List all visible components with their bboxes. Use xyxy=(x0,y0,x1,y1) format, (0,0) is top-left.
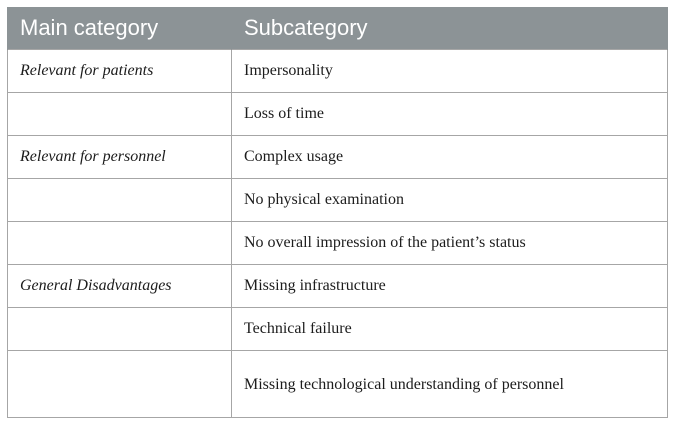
main-category-cell xyxy=(8,178,232,221)
table-row xyxy=(8,92,668,135)
subcategory-cell: Technical failure xyxy=(232,307,668,350)
main-category-cell: General Disadvantages xyxy=(8,264,232,307)
main-category-cell xyxy=(8,350,232,417)
subcategory-cell: Impersonality xyxy=(232,49,668,92)
main-category-cell xyxy=(8,307,232,350)
subcategory-cell: No physical examination xyxy=(232,178,668,221)
table-row xyxy=(8,135,668,178)
table-row xyxy=(8,221,668,264)
subcategory-cell xyxy=(232,350,668,417)
table-row xyxy=(8,178,668,221)
table-row xyxy=(8,264,668,307)
subcategory-cell: No overall impression of the patient’s status xyxy=(232,221,668,264)
main-category-cell: Relevant for patients xyxy=(8,49,232,92)
table-row xyxy=(8,350,668,417)
main-category-cell xyxy=(8,221,232,264)
table-header xyxy=(8,7,668,49)
table-row xyxy=(8,49,668,92)
header-subcategory: Subcategory xyxy=(232,7,668,49)
subcategory-cell: Complex usage xyxy=(232,135,668,178)
subcategory-text: Missing technological understanding of personnel xyxy=(244,375,564,393)
header-main-category: Main category xyxy=(8,7,232,49)
table-row xyxy=(8,307,668,350)
categories-table xyxy=(7,7,668,418)
main-category-cell: Relevant for personnel xyxy=(8,135,232,178)
table-body xyxy=(8,49,668,417)
subcategory-cell: Missing infrastructure xyxy=(232,264,668,307)
main-category-cell xyxy=(8,92,232,135)
subcategory-cell: Loss of time xyxy=(232,92,668,135)
header-row xyxy=(8,7,668,49)
